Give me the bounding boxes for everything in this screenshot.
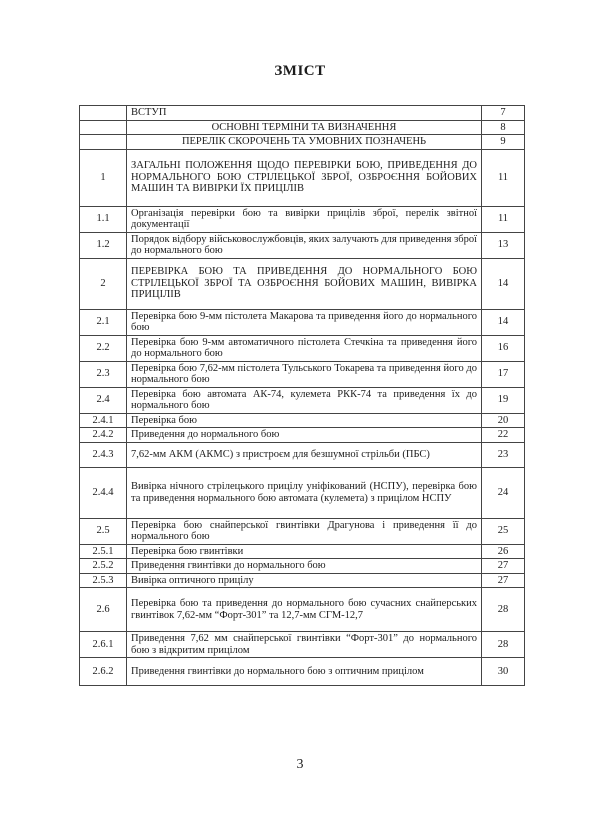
table-of-contents xyxy=(79,105,525,686)
toc-section-number: 1.2 xyxy=(80,232,127,258)
toc-page-number: 22 xyxy=(482,428,525,443)
toc-section-number: 2.5 xyxy=(80,518,127,544)
toc-section-number: 2.5.3 xyxy=(80,573,127,588)
toc-row xyxy=(80,309,525,335)
toc-page-number: 11 xyxy=(482,149,525,206)
toc-entry-title: ЗАГАЛЬНІ ПОЛОЖЕННЯ ЩОДО ПЕРЕВІРКИ БОЮ, ПРИВЕДЕННЯ ДО НОРМАЛЬНОГО БОЮ СТРІЛЕЦЬКОЇ ЗБРОЇ, ОЗБРОЄННЯ БОЙОВИХ МАШИН ТА ВИВІРКИ ЇХ ПРИЦІЛІВ xyxy=(127,149,482,206)
toc-row xyxy=(80,258,525,309)
toc-row xyxy=(80,573,525,588)
toc-page-number: 11 xyxy=(482,206,525,232)
toc-entry-title: Перевірка бою гвинтівки xyxy=(127,544,482,559)
toc-entry-title: Перевірка бою та приведення до нормального бою сучасних снайперських гвинтівок 7,62-мм “Форт-301” та 12,7-мм СГМ-12,7 xyxy=(127,588,482,632)
toc-section-number: 2.4 xyxy=(80,387,127,413)
toc-page-number: 16 xyxy=(482,335,525,361)
toc-row xyxy=(80,120,525,135)
toc-page-number: 24 xyxy=(482,467,525,518)
toc-section-number: 2.6 xyxy=(80,588,127,632)
toc-page-number: 25 xyxy=(482,518,525,544)
toc-section-number xyxy=(80,135,127,150)
toc-entry-title: Перевірка бою 7,62-мм пістолета Тульського Токарева та приведення його до нормального бою xyxy=(127,361,482,387)
toc-entry-title: Приведення до нормального бою xyxy=(127,428,482,443)
toc-row xyxy=(80,335,525,361)
toc-row xyxy=(80,658,525,686)
toc-entry-title: ПЕРЕВІРКА БОЮ ТА ПРИВЕДЕННЯ ДО НОРМАЛЬНОГО БОЮ СТРІЛЕЦЬКОЇ ЗБРОЇ ТА ОЗБРОЄННЯ БОЙОВИХ МАШИН, ВИВІРКА ПРИЦІЛІВ xyxy=(127,258,482,309)
toc-entry-title: ВСТУП xyxy=(127,106,482,121)
page-title: ЗМІСТ xyxy=(274,63,326,79)
toc-section-number: 2.4.3 xyxy=(80,442,127,467)
toc-entry-title: Вивірка нічного стрілецького прицілу уніфікований (НСПУ), перевірка бою та приведення нормального бою автомата (кулемета) з прицілом НСПУ xyxy=(127,467,482,518)
toc-row xyxy=(80,632,525,658)
toc-row xyxy=(80,232,525,258)
toc-page-number: 13 xyxy=(482,232,525,258)
toc-page-number: 28 xyxy=(482,588,525,632)
toc-page-number: 7 xyxy=(482,106,525,121)
toc-section-number: 2.6.1 xyxy=(80,632,127,658)
toc-row xyxy=(80,361,525,387)
toc-entry-title: ПЕРЕЛІК СКОРОЧЕНЬ ТА УМОВНИХ ПОЗНАЧЕНЬ xyxy=(127,135,482,150)
toc-section-number: 2.4.2 xyxy=(80,428,127,443)
toc-section-number: 2.4.1 xyxy=(80,413,127,428)
toc-row xyxy=(80,387,525,413)
toc-entry-title: Приведення 7,62 мм снайперської гвинтівки “Форт-301” до нормального бою з відкритим прицілом xyxy=(127,632,482,658)
toc-row xyxy=(80,428,525,443)
toc-page-number: 27 xyxy=(482,573,525,588)
toc-row xyxy=(80,206,525,232)
toc-row xyxy=(80,518,525,544)
toc-section-number: 2.5.2 xyxy=(80,559,127,574)
toc-section-number: 2.6.2 xyxy=(80,658,127,686)
toc-entry-title: Приведення гвинтівки до нормального бою з оптичним прицілом xyxy=(127,658,482,686)
toc-page-number: 14 xyxy=(482,309,525,335)
toc-section-number: 2 xyxy=(80,258,127,309)
toc-entry-title: Перевірка бою снайперської гвинтівки Драгунова і приведення її до нормального бою xyxy=(127,518,482,544)
toc-row xyxy=(80,588,525,632)
toc-row xyxy=(80,559,525,574)
toc-page-number: 27 xyxy=(482,559,525,574)
toc-entry-title: Перевірка бою 9-мм пістолета Макарова та приведення його до нормального бою xyxy=(127,309,482,335)
toc-section-number: 2.1 xyxy=(80,309,127,335)
toc-page-number: 17 xyxy=(482,361,525,387)
toc-page-number: 8 xyxy=(482,120,525,135)
toc-section-number xyxy=(80,106,127,121)
toc-entry-title: Перевірка бою xyxy=(127,413,482,428)
toc-page-number: 30 xyxy=(482,658,525,686)
toc-entry-title: Вивірка оптичного прицілу xyxy=(127,573,482,588)
toc-entry-title: Перевірка бою 9-мм автоматичного пістолета Стечкіна та приведення його до нормального бою xyxy=(127,335,482,361)
page-number: 3 xyxy=(296,757,304,772)
toc-entry-title: ОСНОВНІ ТЕРМІНИ ТА ВИЗНАЧЕННЯ xyxy=(127,120,482,135)
toc-section-number: 2.5.1 xyxy=(80,544,127,559)
toc-page-number: 14 xyxy=(482,258,525,309)
toc-row xyxy=(80,544,525,559)
toc-entry-title: Порядок відбору військовослужбовців, яких залучають для приведення зброї до нормального бою xyxy=(127,232,482,258)
toc-section-number xyxy=(80,120,127,135)
toc-page-number: 26 xyxy=(482,544,525,559)
toc-section-number: 2.4.4 xyxy=(80,467,127,518)
toc-row xyxy=(80,442,525,467)
toc-page-number: 9 xyxy=(482,135,525,150)
toc-page-number: 19 xyxy=(482,387,525,413)
toc-page-number: 20 xyxy=(482,413,525,428)
toc-section-number: 1.1 xyxy=(80,206,127,232)
toc-section-number: 1 xyxy=(80,149,127,206)
toc-section-number: 2.2 xyxy=(80,335,127,361)
toc-row xyxy=(80,135,525,150)
toc-row xyxy=(80,467,525,518)
toc-entry-title: 7,62-мм АКМ (АКМС) з пристроєм для безшумної стрільби (ПБС) xyxy=(127,442,482,467)
toc-entry-title: Перевірка бою автомата АК-74, кулемета РКК-74 та приведення їх до нормального бою xyxy=(127,387,482,413)
toc-page-number: 28 xyxy=(482,632,525,658)
toc-page-number: 23 xyxy=(482,442,525,467)
toc-row xyxy=(80,413,525,428)
toc-entry-title: Приведення гвинтівки до нормального бою xyxy=(127,559,482,574)
toc-entry-title: Організація перевірки бою та вивірки прицілів зброї, перелік звітної документації xyxy=(127,206,482,232)
toc-row xyxy=(80,149,525,206)
toc-row xyxy=(80,106,525,121)
toc-section-number: 2.3 xyxy=(80,361,127,387)
